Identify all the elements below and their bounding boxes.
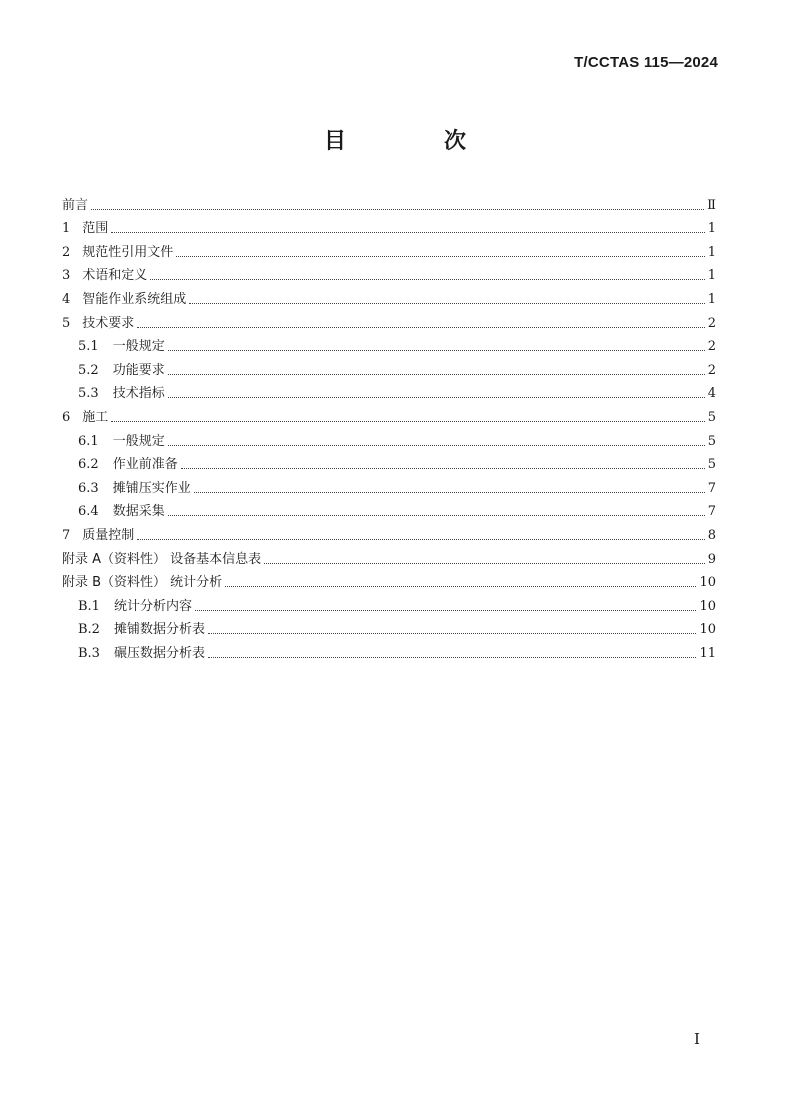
- toc-entry-page: 1: [707, 244, 716, 260]
- toc-entry[interactable]: [62, 638, 716, 662]
- toc-entry[interactable]: [62, 450, 716, 474]
- toc-entry[interactable]: [62, 402, 716, 426]
- toc-entry-number: 7: [62, 527, 71, 543]
- document-code: T/CCTAS 115—2024: [574, 54, 718, 71]
- toc-dot-leader: [150, 278, 704, 280]
- toc-entry[interactable]: [62, 591, 716, 615]
- toc-entry[interactable]: [62, 214, 716, 238]
- toc-dot-leader: [181, 467, 705, 469]
- toc-entry-page: 7: [707, 504, 716, 520]
- toc-entry-number: 5.2: [78, 362, 99, 378]
- toc-dot-leader: [168, 396, 705, 398]
- page-number: I: [694, 1030, 700, 1048]
- toc-entry-label: 技术要求: [82, 315, 135, 331]
- toc-entry-label: 碾压数据分析表: [113, 645, 205, 661]
- toc-entry[interactable]: [62, 426, 716, 450]
- toc-entry[interactable]: [62, 568, 716, 592]
- toc-entry-number: 1: [62, 221, 71, 237]
- toc-entry-page: 10: [699, 622, 716, 638]
- toc-entry[interactable]: [62, 520, 716, 544]
- toc-entry[interactable]: [62, 190, 716, 214]
- toc-dot-leader: [264, 562, 705, 564]
- toc-entry-number: 6.3: [78, 480, 99, 496]
- toc-entry-number: B.3: [78, 645, 100, 661]
- toc-entry-number: 2: [62, 244, 71, 260]
- toc-entry-label: 质量控制: [82, 527, 135, 543]
- toc-entry-label: 施工: [82, 409, 109, 425]
- toc-entry[interactable]: [62, 379, 716, 403]
- toc-entry-label: 范围: [82, 221, 109, 237]
- toc-entry-page: 1: [707, 291, 716, 307]
- toc-entry-label: 一般规定: [112, 433, 165, 449]
- toc-entry-number: B.2: [78, 622, 100, 638]
- toc-entry[interactable]: [62, 261, 716, 285]
- toc-entry[interactable]: [62, 473, 716, 497]
- toc-entry-page: 5: [707, 457, 716, 473]
- toc-entry[interactable]: [62, 497, 716, 521]
- toc-entry-number: 6: [62, 409, 71, 425]
- toc-entry[interactable]: [62, 284, 716, 308]
- toc-entry-page: 1: [707, 268, 716, 284]
- toc-dot-leader: [91, 208, 704, 210]
- toc-entry-label: 作业前准备: [112, 457, 178, 473]
- toc-entry-number: B.1: [78, 598, 100, 614]
- toc-dot-leader: [111, 420, 704, 422]
- toc-entry-page: 4: [707, 386, 716, 402]
- toc-entry-page: 2: [707, 339, 716, 355]
- toc-entry-number: 5.3: [78, 386, 99, 402]
- toc-entry-number: 6.1: [78, 433, 99, 449]
- table-of-contents: [62, 190, 716, 662]
- toc-title: 目 次: [323, 129, 504, 154]
- toc-entry-page: 5: [707, 433, 716, 449]
- toc-dot-leader: [168, 444, 705, 446]
- toc-entry-label: 数据采集: [112, 504, 165, 520]
- toc-dot-leader: [168, 514, 705, 516]
- toc-entry-page: Ⅱ: [707, 197, 716, 213]
- toc-entry-page: 9: [707, 551, 716, 567]
- toc-entry-label: 摊铺压实作业: [112, 480, 191, 496]
- toc-entry-label: 一般规定: [112, 339, 165, 355]
- toc-entry-number: 6.2: [78, 457, 99, 473]
- toc-dot-leader: [208, 632, 696, 634]
- toc-entry-page: 10: [699, 598, 716, 614]
- toc-entry[interactable]: [62, 544, 716, 568]
- toc-entry-label: 前言: [62, 197, 89, 213]
- toc-dot-leader: [176, 255, 704, 257]
- toc-dot-leader: [195, 609, 696, 611]
- toc-entry-label: 技术指标: [112, 386, 165, 402]
- toc-dot-leader: [189, 302, 704, 304]
- toc-dot-leader: [208, 656, 696, 658]
- toc-entry[interactable]: [62, 615, 716, 639]
- toc-entry-label: 附录 A（资料性） 设备基本信息表: [62, 551, 262, 567]
- toc-entry-page: 8: [707, 527, 716, 543]
- toc-dot-leader: [111, 231, 704, 233]
- toc-dot-leader: [137, 326, 704, 328]
- toc-entry[interactable]: [62, 332, 716, 356]
- toc-entry-page: 2: [707, 315, 716, 331]
- toc-entry-page: 1: [707, 221, 716, 237]
- toc-entry-label: 术语和定义: [82, 268, 148, 284]
- toc-entry-label: 附录 B（资料性） 统计分析: [62, 575, 223, 591]
- toc-dot-leader: [168, 349, 705, 351]
- toc-entry-page: 11: [699, 645, 716, 661]
- toc-entry-label: 智能作业系统组成: [82, 291, 187, 307]
- toc-entry-number: 3: [62, 268, 71, 284]
- toc-dot-leader: [168, 373, 705, 375]
- toc-entry-number: 4: [62, 291, 71, 307]
- toc-dot-leader: [194, 491, 705, 493]
- toc-dot-leader: [225, 585, 696, 587]
- toc-entry-label: 摊铺数据分析表: [113, 622, 205, 638]
- toc-entry-number: 5.1: [78, 339, 99, 355]
- toc-entry-label: 统计分析内容: [113, 598, 192, 614]
- toc-entry-page: 5: [707, 409, 716, 425]
- toc-dot-leader: [137, 538, 704, 540]
- toc-entry[interactable]: [62, 355, 716, 379]
- toc-entry-number: 5: [62, 315, 71, 331]
- toc-entry[interactable]: [62, 308, 716, 332]
- toc-entry-page: 10: [699, 575, 716, 591]
- toc-entry-page: 2: [707, 362, 716, 378]
- toc-entry-page: 7: [707, 480, 716, 496]
- toc-entry-number: 6.4: [78, 504, 99, 520]
- toc-entry-label: 功能要求: [112, 362, 165, 378]
- toc-entry[interactable]: [62, 237, 716, 261]
- toc-entry-label: 规范性引用文件: [82, 244, 174, 260]
